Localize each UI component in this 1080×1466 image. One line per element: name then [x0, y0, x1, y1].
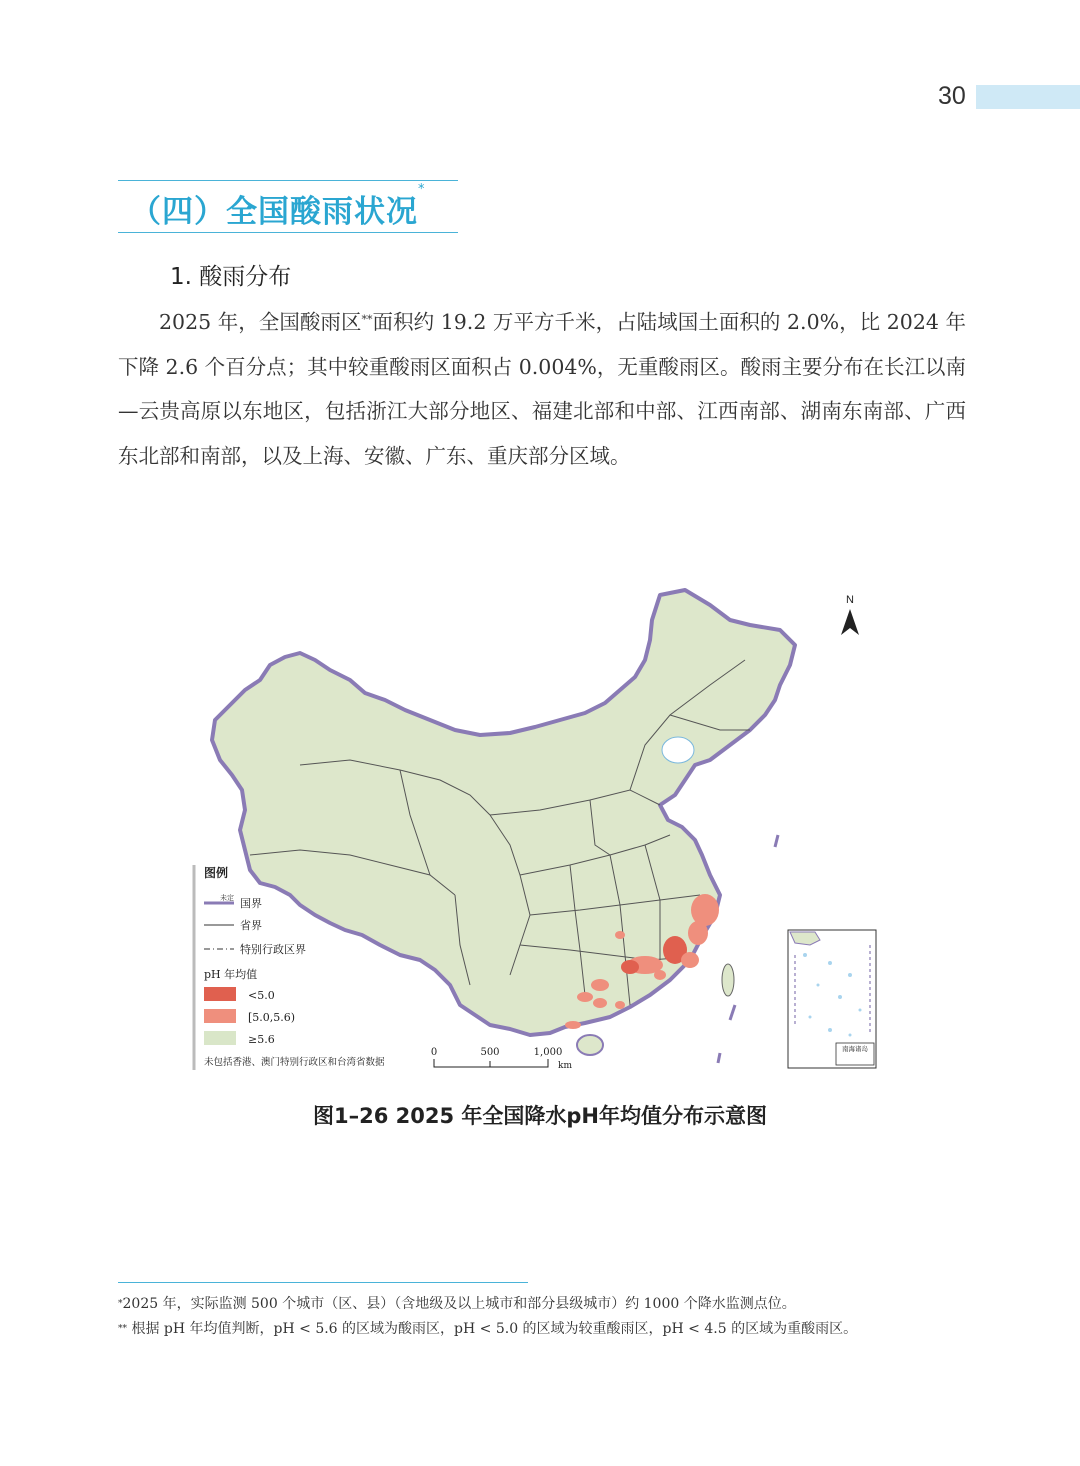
scale-tick-1: 500 [480, 1047, 500, 1058]
footnote-1-text: 2025 年，实际监测 500 个城市（区、县）（含地级及以上城市和部分县级城市）约 1000 个降水监测点位。 [122, 1296, 796, 1312]
ph-distribution-map [190, 565, 890, 1075]
legend-undetermined: 未定 [220, 894, 234, 902]
section-title-text: （四）全国酸雨状况 [130, 194, 418, 230]
footnote-1 [118, 1292, 968, 1317]
footnote-2-marker: ** [118, 1324, 127, 1334]
section-top-rule [118, 180, 458, 181]
legend-item-2: ≥5.6 [248, 1033, 275, 1046]
page-tab-bar [976, 85, 1080, 109]
north-arrow-icon [841, 609, 859, 635]
footnote-2 [118, 1317, 968, 1342]
footnote-1-marker: * [118, 1299, 123, 1309]
legend-sar-border: 特别行政区界 [240, 943, 306, 956]
section-title-marker: * [418, 182, 426, 197]
legend-item-0: <5.0 [248, 989, 275, 1002]
legend-ph-title: pH 年均值 [204, 968, 258, 981]
footnote-rule [118, 1282, 528, 1283]
bohai-sea [662, 737, 694, 763]
legend-note: 未包括香港、澳门特别行政区和台湾省数据 [204, 1057, 385, 1068]
legend-title: 图例 [204, 866, 229, 880]
body-text-a: 2025 年，全国酸雨区 [159, 310, 362, 334]
section-title [130, 182, 426, 231]
legend-swatch-0 [204, 987, 236, 1001]
legend-national-border: 国界 [240, 897, 262, 910]
china-mainland-shape [212, 590, 795, 1035]
taiwan-island [722, 964, 734, 996]
body-footnote-marker: ** [361, 313, 373, 326]
footnote-2-text: 根据 pH 年均值判断，pH < 5.6 的区域为酸雨区，pH < 5.0 的区域为较重酸雨区，pH < 4.5 的区域为重酸雨区。 [131, 1321, 858, 1337]
hainan-island [577, 1035, 603, 1055]
subsection-title: 1. 酸雨分布 [170, 264, 292, 290]
scale-unit: km [558, 1061, 572, 1071]
inset-label: 南海诸岛 [842, 1045, 868, 1053]
section-bottom-rule [118, 232, 458, 233]
legend-item-1: [5.0,5.6) [248, 1011, 296, 1024]
footnotes [118, 1292, 968, 1342]
figure-caption: 图1–26 2025 年全国降水pH年均值分布示意图 [312, 1104, 767, 1128]
legend-swatch-1 [204, 1009, 236, 1023]
body-text-b: 面积约 19.2 万平方千米，占陆域国土面积的 2.0%，比 2024 年下降 2.6 个百分点；其中较重酸雨区面积占 0.004%，无重酸雨区。酸雨主要分布在长江以南—云贵高原以东地区，包括浙江大部分地区、福建北部和中部、江西南部、湖南东南部、广西东北部和南部，以及上海、安徽、广东、重庆部分区域。 [118, 310, 966, 468]
north-label: N [846, 594, 854, 606]
legend-swatch-2 [204, 1031, 236, 1045]
legend-provincial-border: 省界 [240, 919, 262, 932]
sea-dashes [718, 835, 778, 1063]
scale-tick-2: 1,000 [533, 1047, 563, 1058]
scale-tick-0: 0 [430, 1047, 438, 1058]
body-paragraph [118, 300, 966, 478]
page-number: 30 [938, 82, 966, 110]
